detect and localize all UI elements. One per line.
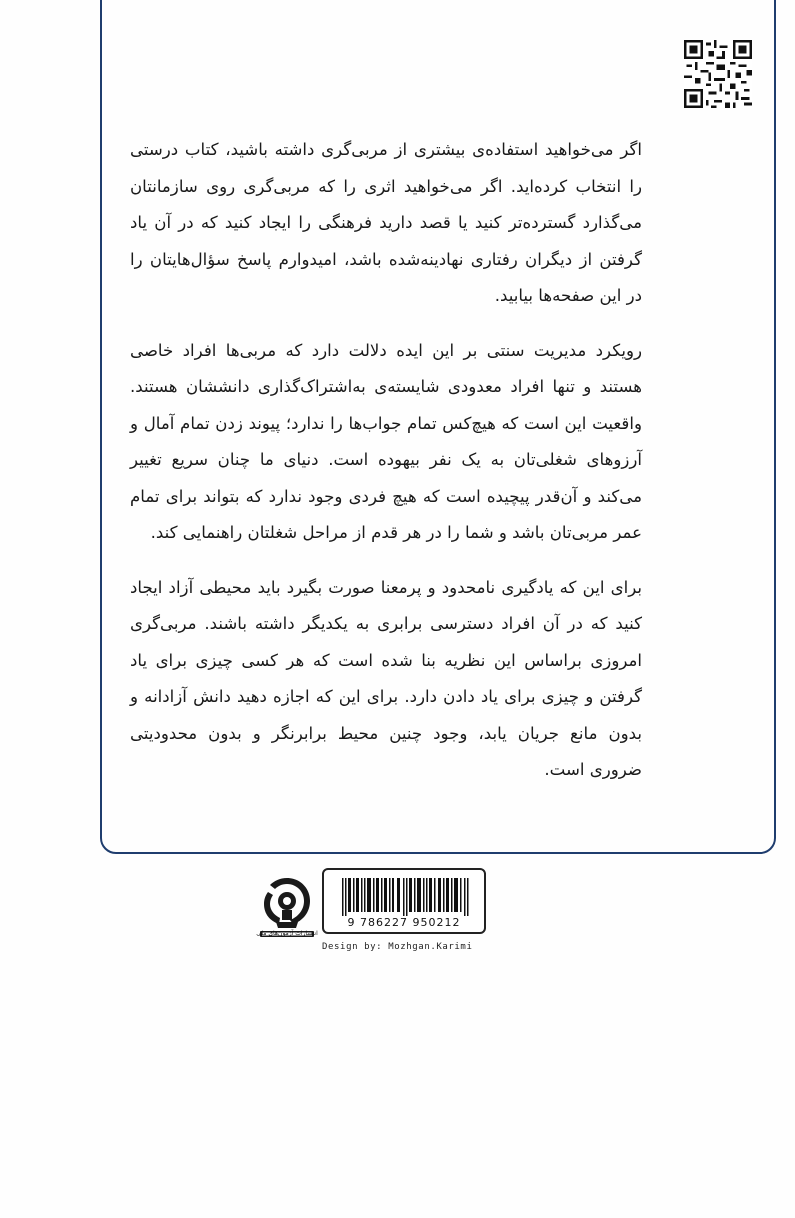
isbn-number: 9 786227 950212 [347,916,461,929]
publisher-name: انتشارات آزمون‌های ملی [256,930,318,937]
barcode [322,868,486,934]
paragraph-1: اگر می‌خواهید استفاده‌ی بیشتری از مربی‌گری داشته باشید، کتاب درستی را انتخاب کرده‌اید. اگر می‌خواهید اثری را که مربی‌گری روی سازمانتان می‌گذارد گسترده‌تر کنید یا قصد دارید فرهنگی را ایجاد کنید که در آن یاد گرفتن از دیگران رفتاری نهادینه‌شده باشد، امیدوارم پاسخ سؤال‌هایتان را در این صفحه‌ها بیابید. [130,140,642,305]
design-credit: Design by: Mozhgan.Karimi [322,942,473,952]
barcode-bars-icon [342,878,470,916]
back-cover-text [130,132,642,807]
paragraph-3: برای این که یادگیری نامحدود و پرمعنا صورت بگیرد باید محیطی آزاد ایجاد کنید که در آن افراد دسترسی برابری به یکدیگر داشته باشند. مربی‌گری امروزی براساس این نظریه بنا شده است که هر کسی چیزی برای یاد گرفتن و چیزی برای یاد دادن دارد. برای این که اجازه دهید دانش آزادانه و بدون مانع جریان یابد، وجود چنین محیط برابرنگر و بدون محدودیتی ضروری است. [130,577,642,779]
qr-code-icon [684,40,752,108]
paragraph-2: رویکرد مدیریت سنتی بر این ایده دلالت دارد که مربی‌ها افراد خاصی هستند و تنها افراد معدودی شایسته‌ی به‌اشتراک‌گذاری دانششان هستند. واقعیت این است که هیچ‌کس تمام جواب‌ها را ندارد؛ پیوند زدن تمام آمال و آرزوهای شغلی‌تان به یک نفر بیهوده است. دنیای ما چنان سریع تغییر می‌کند و آن‌قدر پیچیده است که هیچ فردی وجود ندارد که بتواند برای تمام عمر مربی‌تان باشد و شما را در هر قدم از مراحل شغلتان راهنمایی کند. [130,340,642,542]
